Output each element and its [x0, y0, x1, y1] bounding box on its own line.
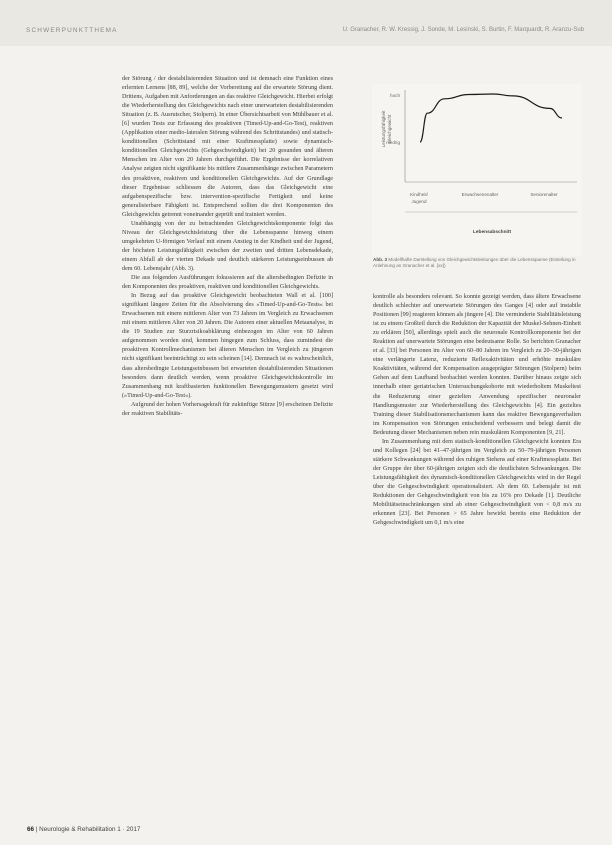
- y-tick-high: hoch: [390, 93, 400, 98]
- section-title: SCHWERPUNKTTHEMA: [26, 27, 118, 34]
- right-paragraph: Im Zusammenhang mit dem statisch-konditionellen Gleichgewicht konnten Era und Kollegen [24] bei 41–47-jährigen im Vergleich zu 50–79-jährigen Personen stärkere Schwankungen während des ruhigen Stehens auf einer Kraftmessplatte. Bei der Gruppe der über 60-jährigen zeigten sich die deutlichsten Schwankungen. Die Leistungsfähigkeit des dynamisch-konditionellen Gleichgewichts wird in der Regel über die Gehgeschwindigkeit operationalisiert. Ab dem 60. Lebensjahr ist mit Reduktionen der Gehgeschwindigkeit von bis zu 16% pro Dekade [1]. Deutliche Mobilitätseinschränkungen sind ab einer Gehgeschwindigkeit von < 0,8 m/s zu erkennen [23]. Bei Personen > 65 Jahre bewirkt bereits eine Reduktion der Gehgeschwindigkeit um 0,1 m/s eine: [373, 438, 581, 527]
- left-paragraph: Aufgrund der hohen Vorhersagekraft für zukünftige Stürze [9] erscheinen Defizite der reaktiven Stabilitäts-: [122, 401, 333, 417]
- x-tick-1: Erwachsenenalter: [461, 192, 499, 197]
- page-number: 66: [27, 826, 35, 833]
- x-tick-2: Seniorenalter: [530, 192, 558, 197]
- caption-text: Modellhafte Darstellung von Gleichgewichtsleistungen über die Lebensspanne (Einteilung in Anlehnung an Granacher et al. [xx]): [373, 257, 576, 269]
- left-paragraph: In Bezug auf das proaktive Gleichgewicht beobachteten Wall et al. [100] signifikant längere Zeiten für die Absolvierung des »Timed-Up-and-Go-Tests« bei Erwachsenen mit einem mittleren Alter von 73 Jahren im Vergleich zu Erwachsenen mit einem mittleren Alter von 20 Jahren. Die Autoren einer aktuellen Metaanalyse, in die 19 Studien zur Sturzrisikoabklärung einbezogen im Alter von 60 Jahren aufgenommen worden sind, kommen hingegen zum Schluss, dass zumindest die proaktiven Kontrollmechanismen bei älteren Menschen im Vergleich zu jüngeren nicht signifikant beeinträchtigt zu sein scheinen [14]. Demnach ist es wahrscheinlich, dass altersbedingte Leistungseinbussen bei erwarteten destabilisierenden Situationen besonders dann deutlich werden, wenn proaktive Gleichgewichtskontrolle im Zusammenhang mit kraftbasierten funktionellen Bewegungsmustern gesetzt wird (»Timed-Up-and-Go-Test«).: [122, 293, 333, 399]
- left-paragraph: Die aus folgenden Ausführungen fokussieren auf die altersbedingten Defizite in den Komponenten des proaktiven, reaktiven und konditionellen Gleichgewichts.: [122, 275, 333, 291]
- footer-separator: |: [35, 826, 40, 833]
- right-paragraph: kontrolle als besonders relevant. So konnte gezeigt werden, dass ältere Erwachsene deutlich schlechter auf unerwartete Störungen des Ganges [4] oder auf instabile Positionen [99] reagieren können als jüngere [4]. Die verminderte Stabilitätsleistung ist zu einem Großteil durch die Reduktion der Kapazität der Muskel-Sehnen-Einheit zu erklären [50], allerdings spielt auch die neuronale Kontrollkomponente bei der Reaktion auf unerwartete Störungen eine bedeutsame Rolle. So berichten Granacher et al. [33] bei Personen im Alter von 60–80 Jahren im Vergleich zu 20–30-jährigen eine verlängerte Latenz, reduzierte Reflexaktivitäten und erhöhte muskuläre Koaktivitäten, während der Kompensation ausgeprägter Störungen (Stolpern) beim Gehen auf dem Laufband beobachtet werden konnten. Darüber hinaus zeigte sich innerhalb einer geriatrischen Untersuchungskohorte mit wiederholtem Muskeltest die Reduzierung einer gezielten Anwendung spezifischer neuronaler Handlungsmuster zur Wiederherstellung des Gleichgewichts [4]. Ein gezieltes Training dieser Stabilisationsmechanismen kann das reaktive Bewegungsverhalten im Kompensation von Störungen entscheidend verbessern und belegt damit die Bedeutung dieser Mechanismen neben rein muskulären Komponenten [9, 21].: [373, 294, 581, 436]
- gleichgewicht-chart: [372, 84, 582, 256]
- page-footer: [27, 826, 140, 833]
- header-authors: U. Granacher, R. W. Kressig, J. Sonde, M. Lesinski, S. Burtin, F. Marquardt, R. Aranzu-Sub: [342, 27, 584, 33]
- left-column: [122, 75, 333, 419]
- y-axis-label-1: Leistungsfähigkeit: [381, 110, 386, 148]
- left-paragraph: Unabhängig von der zu betrachtenden Gleichgewichtskomponente folgt das Niveau der Gleichgewichtsleistung über die Lebensspanne hinweg einem umgekehrten U-förmigen Verlauf mit einem Anstieg in der Kindheit und der Jugend, der höchsten Leistungsfähigkeit zwischen der zweiten und dritten Lebensdekade, einem Abfall ab der vierten Dekade und deutlich stärkeren Leistungseinbussen ab dem 60. Lebensjahr (Abb. 3).: [122, 220, 333, 272]
- left-paragraph: der Störung / der destabilisierenden Situation und ist demnach eine Funktion eines erlernten Lernens [88, 89], welche der Vorbereitung auf die erwartete Störung dient. Drittens, Aufgaben mit Anforderungen an das reaktive Gleichgewicht. Hierbei erfolgt die Wiederherstellung des Gleichgewichts nach einer unerwarteten destabilisierenden Situation (z. B. Ausrutscher, Stolpern). In einer Übersichtsarbeit von Mühlbauer et al. [6] wurden Tests zur Erfassung des proaktiven (Timed-Up-and-Go-Test), reaktiven (Applikation einer medio-lateralen Störung während des Schrittstandes) und statisch-konditionellen (Schrittstand mit einer Kraftmessplatte) sowie dynamisch-konditionellen Gleichgewichts (Gehgeschwindigkeit) bei 20 gesunden und älteren Menschen im Alter von 20 Jahren durchgeführt. Die Ergebnisse der korrelativen Analyse zeigten nicht signifikante bis mittlere Zusammenhänge zwischen Parametern des proaktiven, reaktiven und konditionellen Gleichgewichts. Auf der Grundlage dieser Ergebnisse schliessen die Autoren, dass das Gleichgewicht eine aufgabenspezifische bzw. intervention-spezifische Fertigkeit und keine generalisierbare Fähigkeit ist. Entsprechend sollten die drei Komponenten des Gleichgewichts getrennt voneinander geprüft und trainiert werden.: [122, 76, 333, 218]
- right-column: [373, 293, 581, 528]
- caption-label: Abb. 3: [373, 257, 388, 262]
- figure-3: [372, 84, 582, 256]
- y-tick-low: niedrig: [386, 140, 400, 145]
- figure-caption: [373, 257, 583, 270]
- y-axis-label-2: Gleichgewicht: [387, 114, 392, 144]
- page-header: [0, 0, 612, 46]
- journal-name: Neurologie & Rehabilitation 1 · 2017: [39, 826, 141, 833]
- x-tick-0-line1: Kindheit/: [410, 192, 428, 197]
- x-tick-0-line2: Jugend: [411, 199, 427, 204]
- x-axis-label: Lebensabschnitt: [472, 230, 512, 235]
